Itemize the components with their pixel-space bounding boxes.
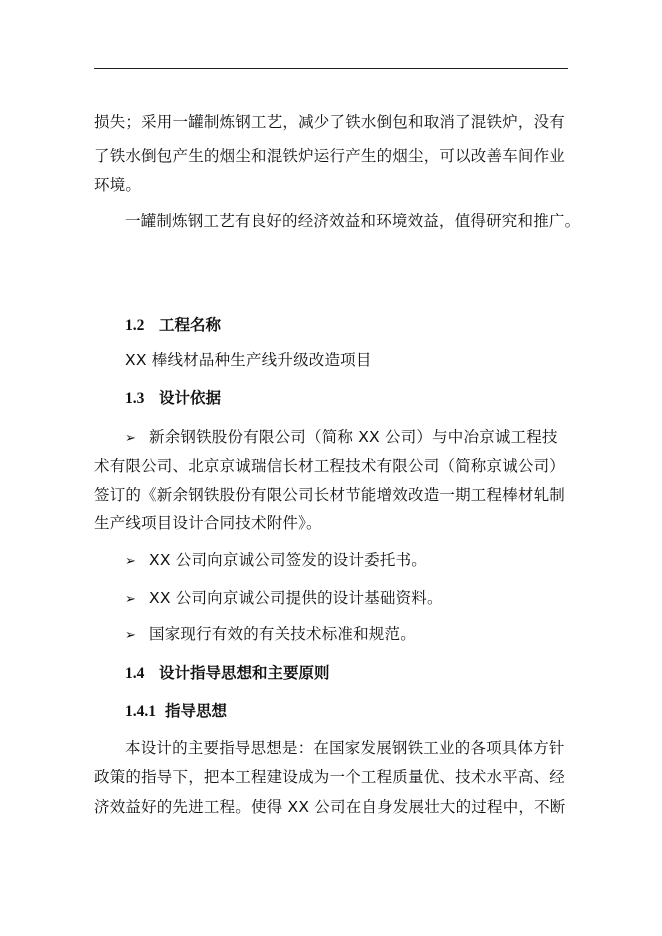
body-text-line: 环境。 xyxy=(94,176,142,194)
header-rule xyxy=(94,68,568,69)
basis-item-text: 术有限公司、北京京诚瑞信长材工程技术有限公司（简称京诚公司） xyxy=(94,457,566,475)
basis-item-text: 签订的《新余钢铁股份有限公司长材节能增效改造一期工程棒材轧制 xyxy=(94,486,566,504)
section-number: 1.4.1 xyxy=(125,703,156,720)
basis-item-text: 生产线项目设计合同技术附件》。 xyxy=(94,514,322,532)
section-title: 设计指导思想和主要原则 xyxy=(159,664,330,682)
body-text-line: 了铁水倒包产生的烟尘和混铁炉运行产生的烟尘，可以改善车间作业 xyxy=(94,147,566,165)
basis-item-text: 国家现行有效的有关技术标准和规范。 xyxy=(149,625,416,643)
body-text-line: 损失；采用一罐制炼钢工艺，减少了铁水倒包和取消了混铁炉，没有 xyxy=(94,113,566,131)
section-heading-1-4 xyxy=(125,663,330,684)
section-title: 设计依据 xyxy=(159,389,222,407)
basis-item-text: XX 公司向京诚公司提供的设计基础资料。 xyxy=(149,589,443,607)
bullet-arrow-icon: ➢ xyxy=(125,592,137,607)
section-number: 1.3 xyxy=(125,390,145,407)
basis-item-4 xyxy=(125,624,416,646)
bullet-arrow-icon: ➢ xyxy=(125,554,137,569)
basis-item-3 xyxy=(125,588,443,610)
section-number: 1.2 xyxy=(125,317,145,334)
body-text-line: 一罐制炼钢工艺有良好的经济效益和环境效益，值得研究和推广。 xyxy=(125,212,581,230)
body-text-line: 本设计的主要指导思想是：在国家发展钢铁工业的各项具体方针 xyxy=(125,739,565,757)
section-heading-1-3 xyxy=(125,388,221,409)
basis-item-text: XX 公司向京诚公司签发的设计委托书。 xyxy=(149,551,427,569)
section-number: 1.4 xyxy=(125,665,145,682)
basis-item-2 xyxy=(125,550,427,572)
section-title: 指导思想 xyxy=(165,702,228,720)
basis-item-1 xyxy=(125,427,558,449)
project-name: XX 棒线材品种生产线升级改造项目 xyxy=(125,351,372,369)
section-heading-1-4-1 xyxy=(125,701,227,722)
body-text-line: 济效益好的先进工程。使得 XX 公司在自身发展壮大的过程中，不断 xyxy=(94,798,566,816)
section-title: 工程名称 xyxy=(159,316,222,334)
basis-item-text: 新余钢铁股份有限公司（简称 XX 公司）与中冶京诚工程技 xyxy=(149,428,558,446)
section-heading-1-2 xyxy=(125,315,221,336)
bullet-arrow-icon: ➢ xyxy=(125,628,137,643)
body-text-line: 政策的指导下，把本工程建设成为一个工程质量优、技术水平高、经 xyxy=(94,768,566,786)
bullet-arrow-icon: ➢ xyxy=(125,431,137,446)
